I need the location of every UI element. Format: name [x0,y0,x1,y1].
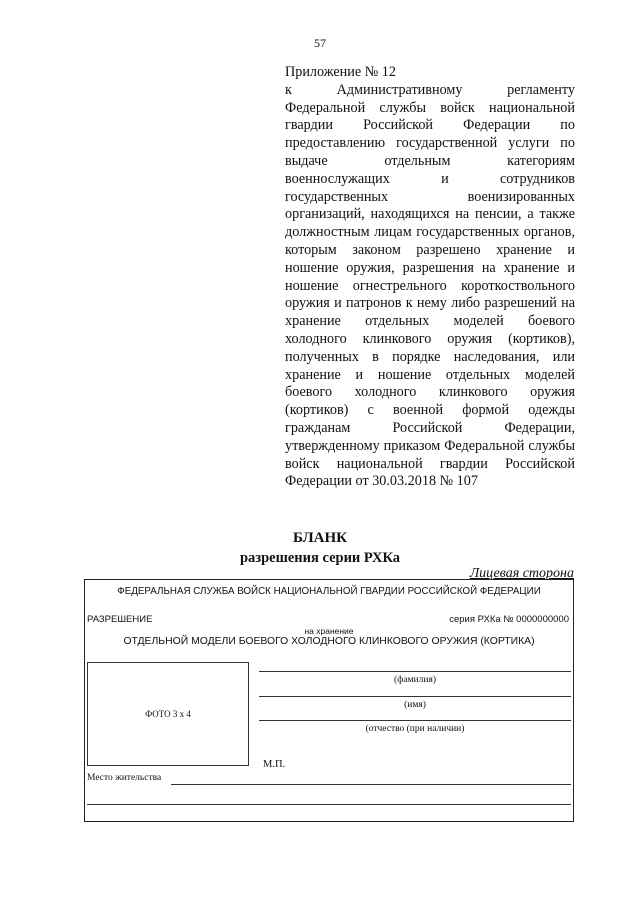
residence-line-2 [87,804,571,805]
residence-line [171,784,571,785]
name-caption: (имя) [404,700,426,710]
surname-line [259,671,571,672]
permit-form [84,579,574,822]
photo-placeholder [87,662,249,766]
stamp-label: М.П. [263,759,286,770]
name-line [259,696,571,697]
patronymic-caption: (отчество (при наличии) [365,724,465,734]
appendix-body: к Административному регламенту Федеральной службы войск национальной гвардии Российской Федерации по предоставлению государственной услуги по выдаче отдельным категориям военнослужащих и сотрудников государственных военизированных организаций, находящихся на пенсии, а также должностным лицам государственных органов, которым законом разрешено хранение и ношение оружия, разрешения на хранение и ношение огнестрельного короткоствольного оружия и патронов к нему либо разрешений на хранение отдельных моделей боевого холодного клинкового оружия (кортиков), полученных в порядке наследования, или хранение и ношение отдельных моделей боевого холодного клинкового оружия (кортиков) с военной формой одежды гражданам Российской Федерации, утвержденному приказом Федеральной службы войск национальной гвардии Российской Федерации от 30.03.2018 № 107 [285,81,575,490]
series-number: серия РХКа № 0000000000 [449,614,569,625]
surname-caption: (фамилия) [394,675,436,685]
agency-header: ФЕДЕРАЛЬНАЯ СЛУЖБА ВОЙСК НАЦИОНАЛЬНОЙ ГВАРДИИ РОССИЙСКОЙ ФЕДЕРАЦИИ [117,586,541,597]
appendix-block [285,64,575,491]
side-label: Лицевая сторона [469,566,574,581]
appendix-title: Приложение № 12 [285,64,396,80]
permit-label: РАЗРЕШЕНИЕ [87,614,153,625]
patronymic-line [259,720,571,721]
weapon-model-label: ОТДЕЛЬНОЙ МОДЕЛИ БОЕВОГО ХОЛОДНОГО КЛИНКОВОГО ОРУЖИЯ (КОРТИКА) [123,636,535,647]
blank-subtitle: разрешения серии РХКа [239,550,401,566]
blank-title: БЛАНК [292,530,348,546]
photo-label: ФОТО 3 х 4 [145,709,191,719]
page-number: 57 [314,36,326,50]
storage-label: на хранение [304,626,354,636]
residence-label: Место жительства [87,773,162,783]
